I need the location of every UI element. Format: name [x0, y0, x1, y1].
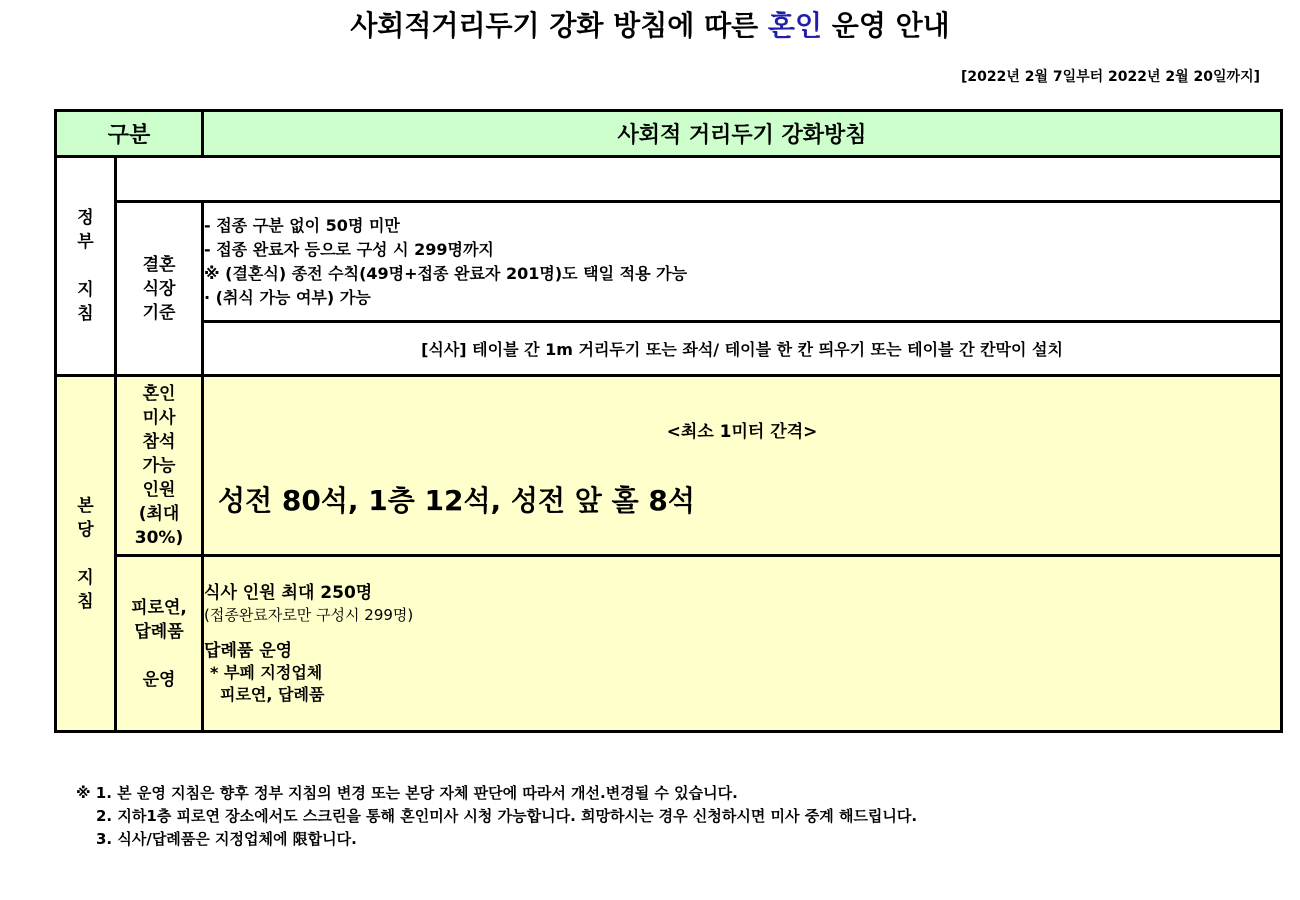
wedding-label-line: 기준	[142, 302, 176, 323]
gov-label-char: 침	[77, 304, 94, 324]
church-label-char: 당	[77, 519, 94, 540]
period-range: [2022년 2월 7일부터 2022년 2월 20일까지]	[960, 69, 1260, 85]
mass-label-line: 30%)	[134, 527, 184, 548]
policy-table	[54, 109, 1283, 733]
gov-rules	[203, 202, 1282, 322]
mass-label-line: (최대	[138, 503, 180, 524]
gov-rule-line: - 접종 완료자 등으로 구성 시 299명까지	[204, 239, 494, 259]
gov-label-char: 지	[77, 280, 94, 300]
gov-rule-line: · (취식 가능 여부) 가능	[204, 287, 371, 307]
wedding-label	[116, 202, 203, 376]
reception-label-line: 답례품	[134, 621, 184, 642]
reception-row	[56, 556, 1282, 732]
reception-content	[203, 556, 1282, 732]
gov-label	[56, 157, 116, 376]
gov-rule-line: ※ (결혼식) 종전 수칙(49명+접종 완료자 201명)도 택일 적용 가능	[204, 263, 688, 283]
footnote-item: 3. 식사/답례품은 지정업체에 限합니다.	[96, 830, 357, 848]
reception-label	[116, 556, 203, 732]
header-category: 구분	[56, 111, 203, 157]
gov-empty-cell	[116, 157, 1282, 202]
wedding-label-line: 결혼	[142, 254, 176, 275]
reception-meal-sub: (접종완료자로만 구성시 299명)	[204, 605, 414, 624]
church-label	[56, 376, 116, 732]
mass-seats	[203, 376, 1282, 556]
reception-label-line: 운영	[142, 669, 176, 690]
footnote-item: ※ 1. 본 운영 지침은 향후 정부 지침의 변경 또는 본당 자체 판단에 따라서 개선.변경될 수 있습니다.	[76, 784, 738, 802]
footnotes	[76, 782, 917, 851]
table-header-row	[56, 111, 1282, 157]
gov-rule-line: - 접종 구분 없이 50명 미만	[204, 215, 400, 235]
meal-rule-row	[56, 322, 1282, 376]
mass-label-line: 인원	[142, 479, 176, 500]
mass-label-line: 가능	[142, 455, 176, 476]
page-title	[0, 4, 1300, 44]
reception-gift-item: 피로연, 답례품	[220, 684, 325, 704]
mass-label-line: 미사	[142, 407, 176, 428]
header-policy: 사회적 거리두기 강화방침	[203, 111, 1282, 157]
title-accent: 혼인	[767, 9, 823, 42]
seat-note: <최소 1미터 간격>	[666, 422, 818, 442]
seat-main: 성전 80석, 1층 12석, 성전 앞 홀 8석	[218, 484, 695, 517]
wedding-label-line: 식장	[142, 278, 176, 299]
meal-rule: [식사] 테이블 간 1m 거리두기 또는 좌석/ 테이블 한 칸 띄우기 또는 테이블 간 칸막이 설치	[203, 322, 1282, 376]
title-suffix: 운영 안내	[822, 9, 950, 42]
mass-label	[116, 376, 203, 556]
church-label-char: 지	[77, 567, 94, 588]
gov-label-char: 정	[77, 208, 94, 228]
church-label-char: 본	[77, 495, 94, 516]
mass-row	[56, 376, 1282, 556]
footnote-item: 2. 지하1층 피로연 장소에서도 스크린을 통해 혼인미사 시청 가능합니다. 희망하시는 경우 신청하시면 미사 중계 해드립니다.	[96, 807, 918, 825]
reception-gift-title: 답례품 운영	[204, 640, 293, 661]
reception-gift-item: * 부페 지정업체	[210, 662, 323, 682]
reception-label-line: 피로연,	[131, 597, 187, 618]
mass-label-line: 참석	[142, 431, 176, 452]
mass-label-line: 혼인	[142, 383, 176, 404]
gov-label-char: 부	[77, 232, 94, 252]
gov-empty-row	[56, 157, 1282, 202]
gov-rules-row	[56, 202, 1282, 322]
title-prefix: 사회적거리두기 강화 방침에 따른	[350, 9, 768, 42]
reception-meal-max: 식사 인원 최대 250명	[204, 582, 373, 603]
church-label-char: 침	[77, 591, 94, 612]
